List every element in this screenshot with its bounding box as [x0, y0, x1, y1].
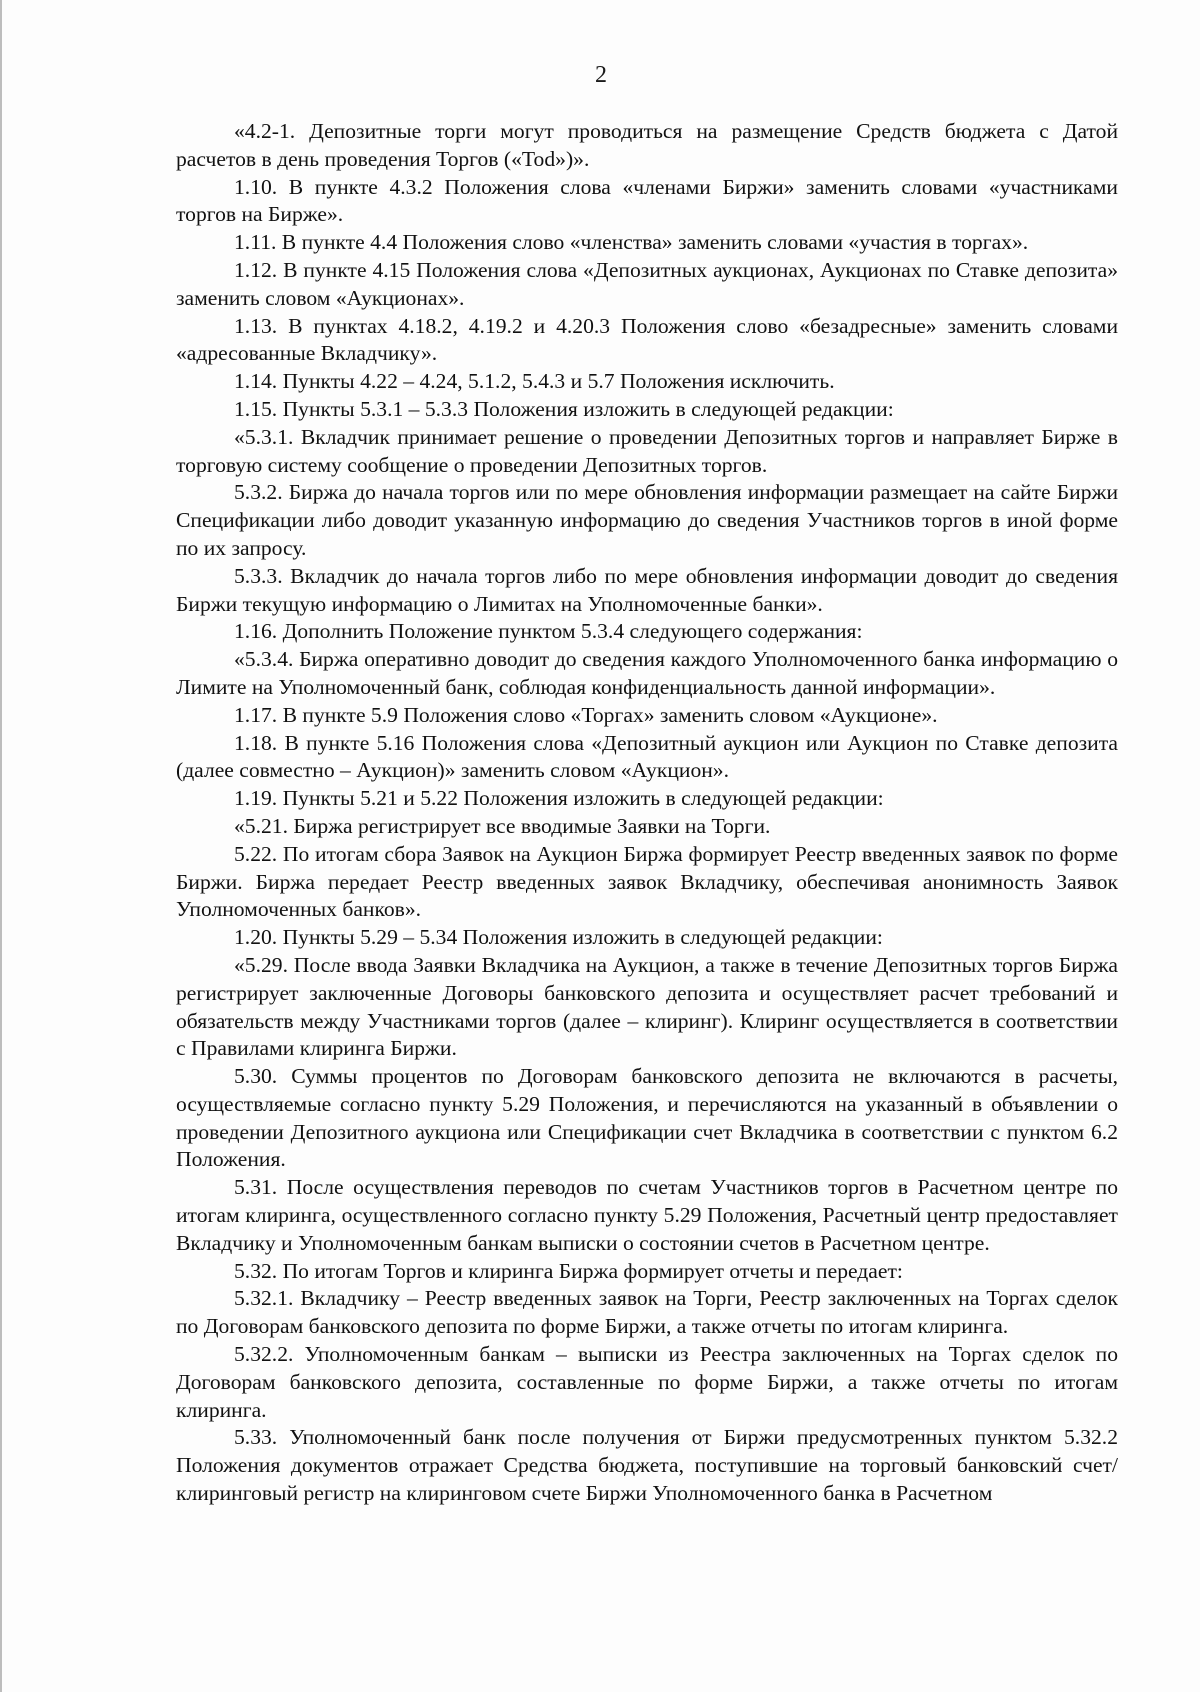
paragraph-1-13: 1.13. В пунктах 4.18.2, 4.19.2 и 4.20.3 Положения слово «безадресные» заменить словами «адресованные Вкладчику».: [176, 313, 1118, 366]
paragraph-1-10: 1.10. В пункте 4.3.2 Положения слова «членами Биржи» заменить словами «участниками торгов на Бирже».: [176, 174, 1118, 227]
paragraph-1-18: 1.18. В пункте 5.16 Положения слова «Депозитный аукцион или Аукцион по Ставке депозита (далее совместно – Аукцион)» заменить словом «Аукцион».: [176, 730, 1118, 783]
paragraph-1-14: 1.14. Пункты 4.22 – 4.24, 5.1.2, 5.4.3 и 5.7 Положения исключить.: [234, 369, 835, 394]
paragraph-5-32-1: 5.32.1. Вкладчику – Реестр введенных заявок на Торги, Реестр заключенных на Торгах сделок по Договорам банковского депозита по форме Биржи, а также отчеты по итогам клиринга.: [176, 1286, 1118, 1339]
paragraph-5-32-2: 5.32.2. Уполномоченным банкам – выписки из Реестра заключенных на Торгах сделок по Договорам банковского депозита, составленные по форме Биржи, а также отчеты по итогам клиринга.: [176, 1342, 1118, 1422]
paragraph-1-12: 1.12. В пункте 4.15 Положения слова «Депозитных аукционах, Аукционах по Ставке депозита» заменить словом «Аукционах».: [176, 257, 1118, 310]
paragraph-5-33: 5.33. Уполномоченный банк после получения от Биржи предусмотренных пунктом 5.32.2 Положения документов отражает Средства бюджета, поступившие на торговый банковский счет/клиринговый регистр на клиринговом счете Биржи Уполномоченного банка в Расчетном: [176, 1425, 1118, 1506]
page-number: 2: [595, 62, 607, 88]
paragraph-5-29: «5.29. После ввода Заявки Вкладчика на Аукцион, а также в течение Депозитных торгов Биржа регистрирует заключенные Договоры банковского депозита и осуществляет расчет требований и обязательств между Участниками торгов (далее – клиринг). Клиринг осуществляется в соответствии с Правилами клиринга Биржи.: [176, 952, 1118, 1061]
document-body: [176, 118, 1118, 1508]
paragraph-1-19: 1.19. Пункты 5.21 и 5.22 Положения изложить в следующей редакции:: [234, 786, 884, 811]
paragraph-5-32: 5.32. По итогам Торгов и клиринга Биржа формирует отчеты и передает:: [234, 1258, 903, 1283]
paragraph-1-15: 1.15. Пункты 5.3.1 – 5.3.3 Положения изложить в следующей редакции:: [234, 396, 894, 421]
paragraph-5-3-3: 5.3.3. Вкладчик до начала торгов либо по мере обновления информации доводит до сведения Биржи текущую информацию о Лимитах на Уполномоченные банки».: [176, 563, 1118, 616]
paragraph-1-11: 1.11. В пункте 4.4 Положения слово «членства» заменить словами «участия в торгах».: [234, 230, 1029, 255]
paragraph-5-21: «5.21. Биржа регистрирует все вводимые Заявки на Торги.: [234, 813, 771, 838]
paragraph-5-22: 5.22. По итогам сбора Заявок на Аукцион Биржа формирует Реестр введенных заявок по форме Биржи. Биржа передает Реестр введенных заявок Вкладчику, обеспечивая анонимность Заявок Уполномоченных банков».: [176, 841, 1118, 922]
paragraph-5-3-4: «5.3.4. Биржа оперативно доводит до сведения каждого Уполномоченного банка информацию о Лимите на Уполномоченный банк, соблюдая конфиденциальность данной информации».: [176, 647, 1118, 699]
paragraph-5-3-1: «5.3.1. Вкладчик принимает решение о проведении Депозитных торгов и направляет Бирже в торговую систему сообщение о проведении Депозитных торгов.: [176, 424, 1118, 477]
paragraph-5-3-2: 5.3.2. Биржа до начала торгов или по мере обновления информации размещает на сайте Биржи Спецификации либо доводит указанную информацию до сведения Участников торгов в иной форме по их запросу.: [176, 480, 1118, 560]
paragraph-4-2-1: «4.2-1. Депозитные торги могут проводиться на размещение Средств бюджета с Датой расчетов в день проведения Торгов («Tod»)».: [176, 119, 1118, 171]
paragraph-1-20: 1.20. Пункты 5.29 – 5.34 Положения изложить в следующей редакции:: [234, 925, 883, 950]
paragraph-1-17: 1.17. В пункте 5.9 Положения слово «Торгах» заменить словом «Аукционе».: [234, 702, 938, 727]
paragraph-1-16: 1.16. Дополнить Положение пунктом 5.3.4 следующего содержания:: [234, 619, 863, 644]
paragraph-5-31: 5.31. После осуществления переводов по счетам Участников торгов в Расчетном центре по итогам клиринга, осуществленного согласно пункту 5.29 Положения, Расчетный центр предоставляет Вкладчику и Уполномоченным банкам выписки о состоянии счетов в Расчетном центре.: [176, 1175, 1118, 1255]
paragraph-5-30: 5.30. Суммы процентов по Договорам банковского депозита не включаются в расчеты, осуществляемые согласно пункту 5.29 Положения, и перечисляются на указанный в объявлении о проведении Депозитного аукциона или Спецификации счет Вкладчика в соответствии с пунктом 6.2 Положения.: [176, 1064, 1118, 1172]
